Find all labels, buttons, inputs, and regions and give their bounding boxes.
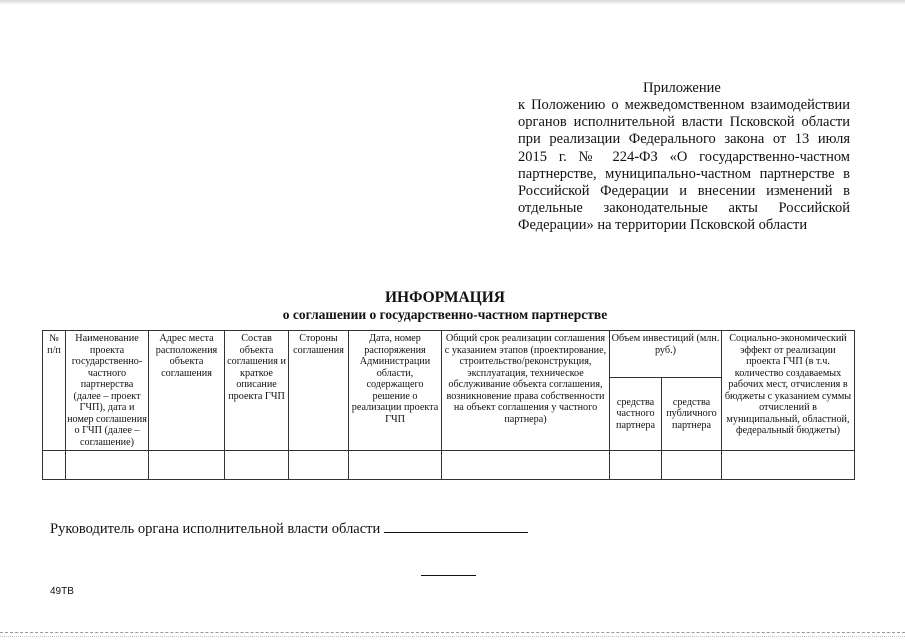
annex-body: к Положению о межведомственном взаимодействии органов исполнительной власти Псковской области при реализации Федерального закона от 13 июля 2015 г. № 224-ФЗ «О государственно-частном партнерстве, муниципально-частном партнерстве в Российской Федерации и внесении изменений в отдельные законодательные акты Российской Федерации» на территории Псковской области xyxy=(518,97,850,234)
header-private-funds: средства частного партнера xyxy=(610,377,662,450)
table-cell xyxy=(662,451,722,480)
header-number: № п/п xyxy=(43,331,66,451)
header-socioeconomic-effect: Социально-экономический эффект от реализации проекта ГЧП (в т.ч. количество создаваемых рабочих мест, отчисления в бюджеты с указанием суммы отчислений в муниципальный, областной, федеральный бюджеты) xyxy=(722,331,855,451)
annex-title: Приложение xyxy=(643,80,721,96)
table-cell xyxy=(349,451,442,480)
table-row xyxy=(43,451,855,480)
table-cell xyxy=(66,451,149,480)
table-cell xyxy=(289,451,349,480)
signature-line xyxy=(50,518,528,538)
table-cell xyxy=(610,451,662,480)
end-rule xyxy=(421,575,476,576)
table-cell xyxy=(442,451,610,480)
header-investment-volume: Объем инвестиций (млн. руб.) xyxy=(610,331,722,378)
scan-bottom-edge-2 xyxy=(0,636,905,640)
document-code: 49ТВ xyxy=(50,586,74,597)
agreement-info-table xyxy=(42,330,855,480)
document-heading: ИНФОРМАЦИЯ xyxy=(385,289,505,306)
header-object-address: Адрес места расположения объекта соглашения xyxy=(149,331,225,451)
table-cell xyxy=(149,451,225,480)
header-order-date-number: Дата, номер распоряжения Администрации области, содержащего решение о реализации проекта ГЧП xyxy=(349,331,442,451)
header-object-composition: Состав объекта соглашения и краткое описание проекта ГЧП xyxy=(225,331,289,451)
table-cell xyxy=(722,451,855,480)
table-header-row xyxy=(43,331,855,378)
scan-top-edge xyxy=(0,0,905,5)
table-cell xyxy=(43,451,66,480)
header-public-funds: средства публичного партнера xyxy=(662,377,722,450)
signature-label: Руководитель органа исполнительной власти области xyxy=(50,521,381,537)
signature-blank xyxy=(384,518,528,533)
document-subheading: о соглашении о государственно-частном партнерстве xyxy=(282,307,608,322)
header-project-name: Наименование проекта государственно-частного партнерства (далее – проект ГЧП), дата и номер соглашения о ГЧП (далее – соглашение) xyxy=(66,331,149,451)
table-cell xyxy=(225,451,289,480)
header-agreement-parties: Стороны соглашения xyxy=(289,331,349,451)
header-implementation-term: Общий срок реализации соглашения с указанием этапов (проектирование, строительство/реконструкция, эксплуатация, техническое обслуживание объекта соглашения, возникновение права собственности на объект соглашения у частного партнера) xyxy=(442,331,610,451)
